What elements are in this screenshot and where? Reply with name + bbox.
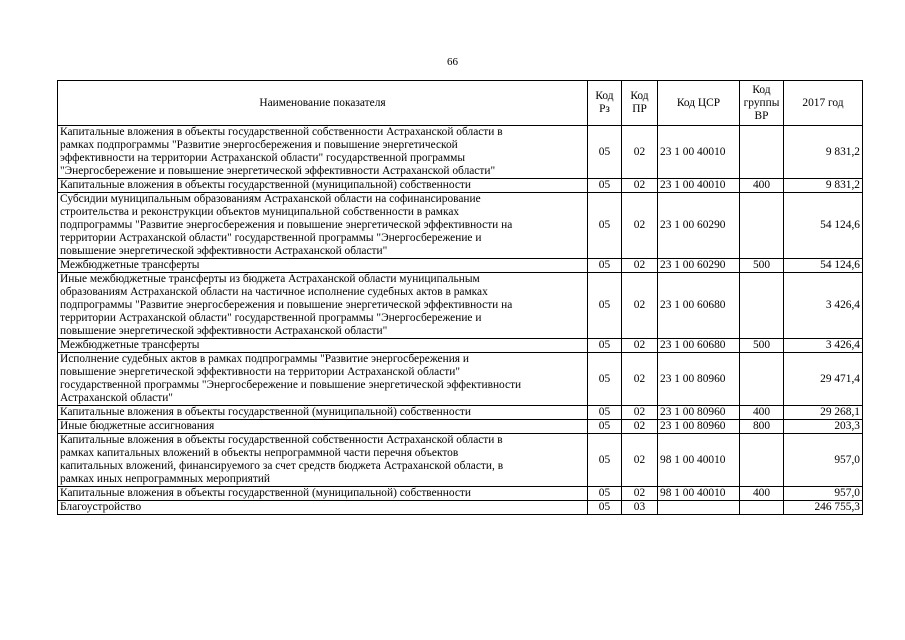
row-pr: 02 (622, 420, 658, 434)
row-amount: 957,0 (784, 487, 863, 501)
table-row (58, 339, 863, 353)
row-amount: 29 268,1 (784, 406, 863, 420)
table-row (58, 259, 863, 273)
row-pr: 02 (622, 487, 658, 501)
table-row (58, 487, 863, 501)
row-pr: 02 (622, 406, 658, 420)
header-vr: Код группы ВР (740, 81, 784, 126)
row-csr: 23 1 00 80960 (658, 353, 740, 406)
row-amount: 3 426,4 (784, 273, 863, 339)
row-name: Иные бюджетные ассигнования (58, 420, 588, 434)
header-name: Наименование показателя (58, 81, 588, 126)
row-vr: 400 (740, 179, 784, 193)
table-row (58, 406, 863, 420)
row-amount: 3 426,4 (784, 339, 863, 353)
row-csr: 23 1 00 60290 (658, 259, 740, 273)
row-csr: 98 1 00 40010 (658, 487, 740, 501)
row-pr: 02 (622, 179, 658, 193)
row-vr: 400 (740, 487, 784, 501)
row-rz: 05 (588, 420, 622, 434)
row-amount: 246 755,3 (784, 501, 863, 515)
row-rz: 05 (588, 353, 622, 406)
table-row (58, 434, 863, 487)
row-pr: 02 (622, 193, 658, 259)
row-csr: 23 1 00 60290 (658, 193, 740, 259)
row-pr: 02 (622, 434, 658, 487)
row-name: Капитальные вложения в объекты государственной (муниципальной) собственности (58, 179, 588, 193)
row-csr: 23 1 00 60680 (658, 339, 740, 353)
row-pr: 02 (622, 339, 658, 353)
budget-table (57, 80, 863, 515)
row-pr: 02 (622, 353, 658, 406)
table-row (58, 179, 863, 193)
row-vr: 800 (740, 420, 784, 434)
row-rz: 05 (588, 339, 622, 353)
row-pr: 02 (622, 259, 658, 273)
row-pr: 03 (622, 501, 658, 515)
row-vr: 500 (740, 339, 784, 353)
row-csr: 23 1 00 80960 (658, 420, 740, 434)
row-amount: 203,3 (784, 420, 863, 434)
row-name: Исполнение судебных актов в рамках подпрограммы "Развитие энергосбережения и повышение энергетической эффективности на территории Астраханской области" государственной программы "Энергосбережение и повышение энергетической эффективности Астраханской области" (58, 353, 588, 406)
row-amount: 9 831,2 (784, 126, 863, 179)
row-csr: 23 1 00 80960 (658, 406, 740, 420)
row-vr (740, 353, 784, 406)
row-csr: 23 1 00 60680 (658, 273, 740, 339)
table-row (58, 193, 863, 259)
row-name: Иные межбюджетные трансферты из бюджета Астраханской области муниципальным образованиям Астраханской области на частичное исполнение судебных актов в рамках подпрограммы "Развитие энергосбережения и повышение энергетической эффективности на территории Астраханской области" государственной программы "Энергосбережение и повышение энергетической эффективности Астраханской области" (58, 273, 588, 339)
row-csr (658, 501, 740, 515)
row-amount: 54 124,6 (784, 193, 863, 259)
row-vr: 400 (740, 406, 784, 420)
row-vr (740, 193, 784, 259)
row-rz: 05 (588, 501, 622, 515)
table-row (58, 420, 863, 434)
header-year: 2017 год (784, 81, 863, 126)
row-name: Капитальные вложения в объекты государственной собственности Астраханской области в рамках капитальных вложений в объекты непрограммной части перечня объектов капитальных вложений, финансируемого за счет средств бюджета Астраханской области, в рамках иных непрограммных мероприятий (58, 434, 588, 487)
header-rz: Код Рз (588, 81, 622, 126)
row-rz: 05 (588, 406, 622, 420)
row-name: Капитальные вложения в объекты государственной (муниципальной) собственности (58, 406, 588, 420)
table-header-row (58, 81, 863, 126)
row-rz: 05 (588, 487, 622, 501)
row-name: Межбюджетные трансферты (58, 259, 588, 273)
table-row (58, 273, 863, 339)
table-row (58, 501, 863, 515)
row-name: Межбюджетные трансферты (58, 339, 588, 353)
row-vr (740, 126, 784, 179)
row-vr (740, 434, 784, 487)
table-row (58, 126, 863, 179)
row-rz: 05 (588, 259, 622, 273)
row-vr (740, 501, 784, 515)
row-rz: 05 (588, 273, 622, 339)
row-amount: 9 831,2 (784, 179, 863, 193)
row-amount: 29 471,4 (784, 353, 863, 406)
row-rz: 05 (588, 193, 622, 259)
header-csr: Код ЦСР (658, 81, 740, 126)
row-pr: 02 (622, 273, 658, 339)
row-rz: 05 (588, 126, 622, 179)
table-row (58, 353, 863, 406)
row-csr: 23 1 00 40010 (658, 179, 740, 193)
header-pr: Код ПР (622, 81, 658, 126)
row-pr: 02 (622, 126, 658, 179)
row-name: Субсидии муниципальным образованиям Астраханской области на софинансирование строительства и реконструкции объектов муниципальной собственности в рамках подпрограммы "Развитие энергосбережения и повышение энергетической эффективности на территории Астраханской области" государственной программы "Энергосбережение и повышение энергетической эффективности Астраханской области" (58, 193, 588, 259)
row-name: Капитальные вложения в объекты государственной собственности Астраханской области в рамках подпрограммы "Развитие энергосбережения и повышение энергетической эффективности на территории Астраханской области" государственной программы "Энергосбережение и повышение энергетической эффективности Астраханской области" (58, 126, 588, 179)
row-rz: 05 (588, 179, 622, 193)
row-rz: 05 (588, 434, 622, 487)
row-name: Благоустройство (58, 501, 588, 515)
row-vr (740, 273, 784, 339)
row-amount: 957,0 (784, 434, 863, 487)
row-vr: 500 (740, 259, 784, 273)
row-name: Капитальные вложения в объекты государственной (муниципальной) собственности (58, 487, 588, 501)
row-csr: 23 1 00 40010 (658, 126, 740, 179)
row-amount: 54 124,6 (784, 259, 863, 273)
page-number: 66 (447, 56, 458, 68)
row-csr: 98 1 00 40010 (658, 434, 740, 487)
